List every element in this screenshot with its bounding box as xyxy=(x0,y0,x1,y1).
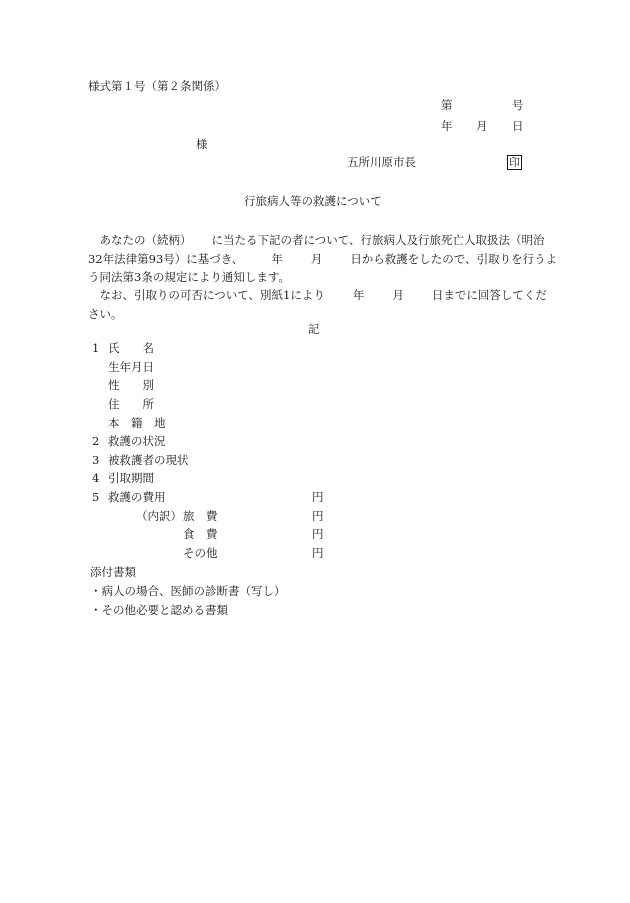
attachment-medical-certificate: ・病人の場合、医師の診断書（写し） xyxy=(90,584,286,598)
travel-yen: 円 xyxy=(312,509,324,523)
date-day: 日 xyxy=(512,119,524,133)
ki-heading: 記 xyxy=(308,322,320,336)
body-paragraph-1 xyxy=(88,231,558,287)
item-rescue-cost: 救護の費用 xyxy=(108,490,166,504)
item-number-1: 1 xyxy=(92,341,100,355)
doc-number-suffix: 号 xyxy=(512,98,524,112)
body-p1-line-1: あなたの（続柄） に当たる下記の者について、行旅病人及行旅死亡人取扱法（明治 xyxy=(99,233,545,247)
item-number-4: 4 xyxy=(92,471,100,485)
item-rescue-status: 救護の状況 xyxy=(108,434,166,448)
item-domicile: 本 籍 地 xyxy=(108,416,166,430)
body-p2-line-1: なお、引取りの可否について、別紙1により 年 月 日までに回答してくだ xyxy=(99,288,547,302)
item-address: 住 所 xyxy=(108,397,154,411)
body-p1-line-2: 32年法律第93号）に基づき、 年 月 日から救護をしたので、引取りを行うよ xyxy=(88,251,558,266)
date-month: 月 xyxy=(476,119,488,133)
cost-yen: 円 xyxy=(312,490,324,504)
item-current-state: 被救護者の現状 xyxy=(108,453,189,467)
body-p2-line-2: さい。 xyxy=(88,306,123,321)
body-paragraph-2 xyxy=(88,286,550,323)
issuer: 五所川原市長 xyxy=(347,155,416,169)
attachments-heading: 添付書類 xyxy=(90,565,136,579)
item-number-5: 5 xyxy=(92,490,100,504)
date-year: 年 xyxy=(441,119,453,133)
item-sex: 性 別 xyxy=(108,378,154,392)
breakdown-label: （内訳） xyxy=(136,509,182,523)
item-number-2: 2 xyxy=(92,434,100,448)
cost-travel: 旅 費 xyxy=(183,509,218,523)
attachment-other-documents: ・その他必要と認める書類 xyxy=(90,603,228,617)
seal-text: 印 xyxy=(509,156,520,169)
other-yen: 円 xyxy=(312,546,324,560)
food-yen: 円 xyxy=(312,527,324,541)
seal-mark xyxy=(507,155,522,170)
item-pickup-period: 引取期間 xyxy=(108,471,154,485)
item-dob: 生年月日 xyxy=(108,360,154,374)
document-title: 行旅病人等の救護について xyxy=(244,194,382,208)
cost-other: その他 xyxy=(183,546,218,560)
form-number: 様式第１号（第２条関係） xyxy=(88,79,226,93)
doc-number-label: 第 xyxy=(441,98,453,112)
item-number-3: 3 xyxy=(92,453,100,467)
body-p1-line-3: う同法第3条の規定により通知します。 xyxy=(88,270,290,284)
cost-food: 食 費 xyxy=(183,527,218,541)
item-name: 氏 名 xyxy=(108,341,154,355)
addressee-suffix: 様 xyxy=(196,137,208,151)
